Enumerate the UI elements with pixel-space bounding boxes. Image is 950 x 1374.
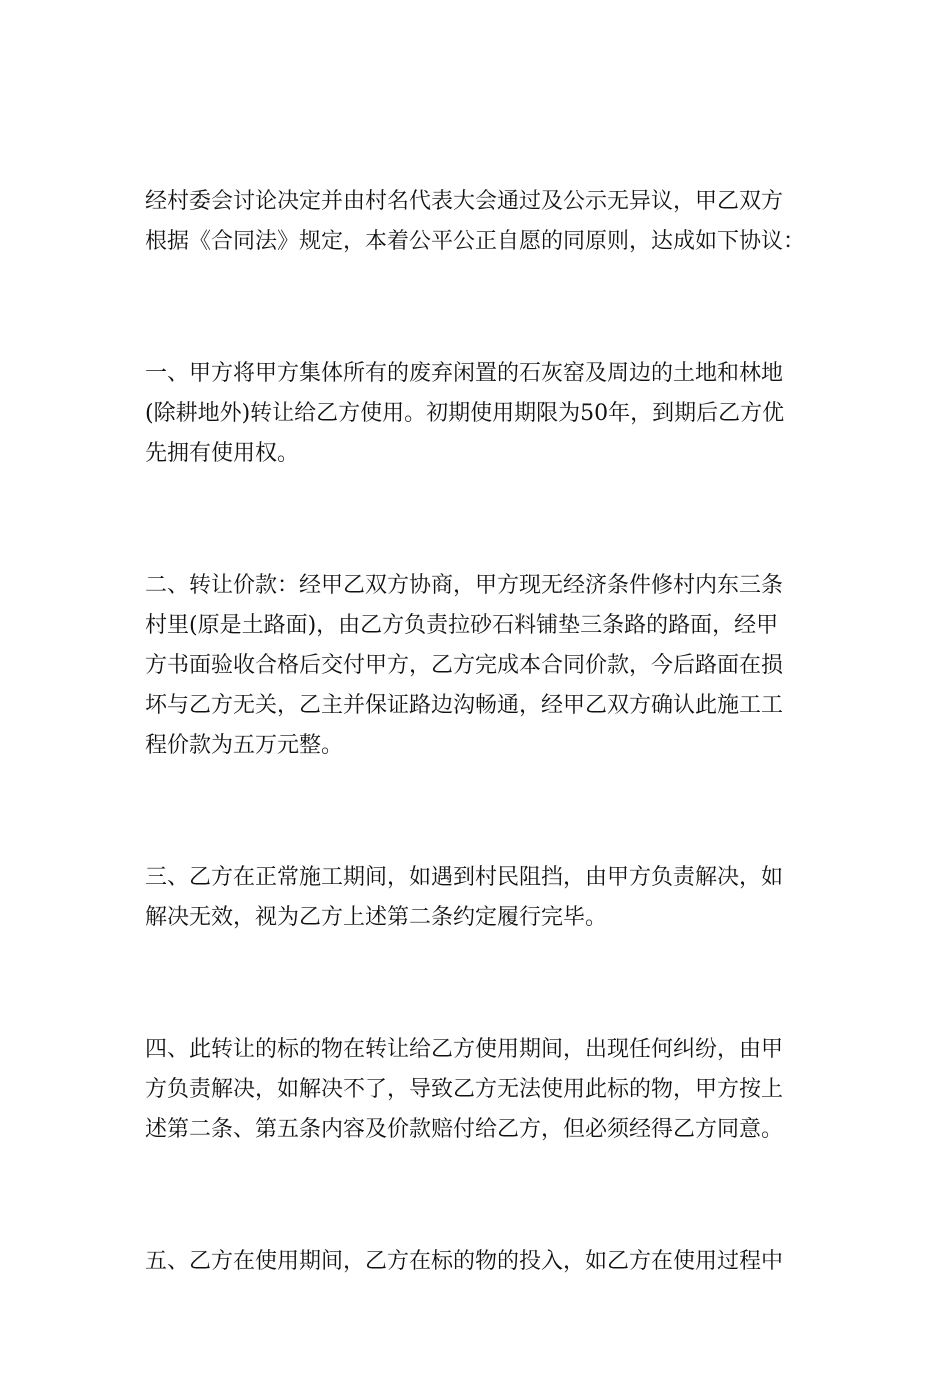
paragraph-clause-2: [145, 566, 810, 766]
text-line: 先拥有使用权。: [145, 441, 300, 466]
text-line: 方负责解决，如解决不了，导致乙方无法使用此标的物，甲方按上: [145, 1077, 784, 1102]
text-line: 四、此转让的标的物在转让给乙方使用期间，出现任何纠纷，由甲: [145, 1037, 784, 1062]
document-body: [145, 182, 810, 1374]
text-line: 方书面验收合格后交付甲方，乙方完成本合同价款，今后路面在损: [145, 653, 784, 678]
paragraph-intro: [145, 182, 810, 262]
paragraph-clause-3: [145, 858, 810, 938]
text-line: 二、转让价款：经甲乙双方协商，甲方现无经济条件修村内东三条: [145, 573, 784, 598]
text-line: 一、甲方将甲方集体所有的废弃闲置的石灰窑及周边的土地和林地: [145, 361, 784, 386]
text-line: 根据《合同法》规定，本着公平公正自愿的同原则，达成如下协议：: [145, 229, 806, 254]
paragraph-clause-5: [145, 1242, 810, 1282]
text-line: 村里(原是土路面)，由乙方负责拉砂石料铺垫三条路的路面，经甲: [145, 613, 779, 638]
paragraph-clause-1: [145, 354, 810, 474]
text-line: 五、乙方在使用期间，乙方在标的物的投入，如乙方在使用过程中: [145, 1249, 784, 1274]
text-line: 坏与乙方无关，乙主并保证路边沟畅通，经甲乙双方确认此施工工: [145, 693, 784, 718]
text-line: 述第二条、第五条内容及价款赔付给乙方，但必须经得乙方同意。: [145, 1117, 784, 1142]
paragraph-clause-4: [145, 1030, 810, 1150]
text-line: 程价款为五万元整。: [145, 733, 344, 758]
text-line: 解决无效，视为乙方上述第二条约定履行完毕。: [145, 905, 608, 930]
text-line: (除耕地外)转让给乙方使用。初期使用期限为50年，到期后乙方优: [145, 401, 785, 426]
text-line: 三、乙方在正常施工期间，如遇到村民阻挡，由甲方负责解决，如: [145, 865, 784, 890]
text-line: 经村委会讨论决定并由村名代表大会通过及公示无异议，甲乙双方: [145, 189, 784, 214]
